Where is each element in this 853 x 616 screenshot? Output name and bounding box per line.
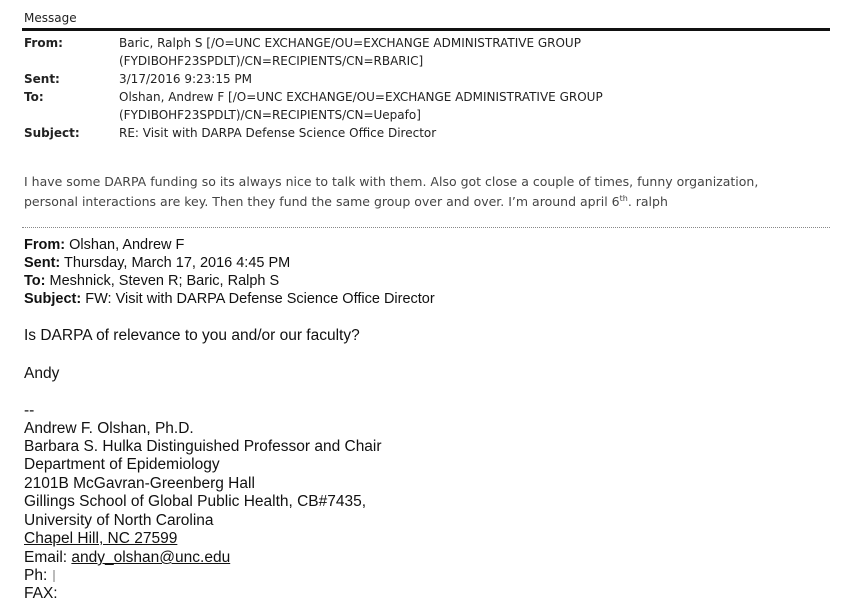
fw-subject-row [24,290,435,308]
reply-ordinal-suffix: th [619,193,628,203]
reply-body [24,172,824,212]
header-divider [22,28,830,31]
sent-label: Sent: [24,72,60,86]
subject-value: RE: Visit with DARPA Defense Science Office Director [119,126,437,140]
signature-room: 2101B McGavran-Greenberg Hall [24,475,255,492]
to-label: To: [24,90,44,104]
reply-line-2 [24,192,824,212]
reply-line-1: I have some DARPA funding so its always nice to talk with them. Also got close a couple of times, funny organization, [24,174,759,189]
signature-title: Barbara S. Hulka Distinguished Professor and Chair [24,438,382,455]
signature-separator: -- [24,402,35,419]
fw-to-value: Meshnick, Steven R; Baric, Ralph S [49,273,280,289]
signature-city-link[interactable]: Chapel Hill, NC 27599 [24,530,178,547]
email-link[interactable]: andy_olshan@unc.edu [71,549,231,566]
email-label: Email: [24,549,68,566]
signature-department: Department of Epidemiology [24,456,220,473]
from-value-line1: Baric, Ralph S [/O=UNC EXCHANGE/OU=EXCHANGE ADMINISTRATIVE GROUP [119,36,581,50]
fw-sent-row [24,254,290,272]
fw-subject-value: FW: Visit with DARPA Defense Science Office Director [85,291,435,307]
fw-from-label: From: [24,237,66,253]
fw-to-row [24,272,279,290]
from-value-line2: (FYDIBOHF23SPDLT)/CN=RECIPIENTS/CN=RBARIC] [119,54,424,68]
signature-name: Andrew F. Olshan, Ph.D. [24,420,194,437]
reply-signoff: . ralph [627,194,668,209]
to-value-line1: Olshan, Andrew F [/O=UNC EXCHANGE/OU=EXCHANGE ADMINISTRATIVE GROUP [119,90,603,104]
to-value-line2: (FYDIBOHF23SPDLT)/CN=RECIPIENTS/CN=Uepafo] [119,108,421,122]
sent-value: 3/17/2016 9:23:15 PM [119,72,253,86]
phone-label: Ph: [24,567,48,584]
reply-divider [22,227,830,228]
fw-from-value: Olshan, Andrew F [69,237,185,253]
reply-line-2-text: personal interactions are key. Then they fund the same group over and over. I’m around april 6 [24,194,620,209]
fw-subject-label: Subject: [24,291,82,307]
fw-sent-label: Sent: [24,255,61,271]
from-label: From: [24,36,63,50]
fw-to-label: To: [24,273,46,289]
phone-redacted-mark [53,570,55,582]
signature-school: Gillings School of Global Public Health, CB#7435, [24,493,367,510]
fax-label: FAX: [24,585,58,602]
fw-from-row [24,236,184,254]
fw-greeting: Andy [24,365,60,382]
fw-sent-value: Thursday, March 17, 2016 4:45 PM [64,255,291,271]
signature-fax-row [24,585,58,603]
message-title: Message [24,11,77,25]
subject-label: Subject: [24,126,80,140]
signature-email-row [24,549,230,567]
signature-phone-row [24,567,55,585]
signature-university: University of North Carolina [24,512,214,529]
fw-question: Is DARPA of relevance to you and/or our faculty? [24,327,360,344]
